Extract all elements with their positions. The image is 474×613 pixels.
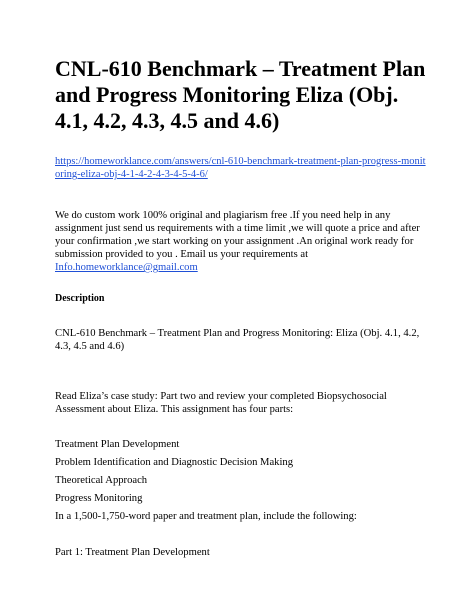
document-title: CNL-610 Benchmark – Treatment Plan and Progress Monitoring Eliza (Obj. 4.1, 4.2, 4.3, 4.5 and 4.6) (55, 56, 426, 133)
part-item-theoretical-approach: Theoretical Approach (55, 475, 148, 486)
source-url-link[interactable]: https://homeworklance.com/answers/cnl-610-benchmark-treatment-plan-progress-monitoring-eliza-obj-4-1-4-2-4-3-4-5-4-6/ (55, 156, 426, 180)
part-item-progress-monitoring: Progress Monitoring (55, 493, 143, 504)
description-heading: Description (55, 293, 105, 304)
part-item-problem-identification: Problem Identification and Diagnostic Decision Making (55, 457, 294, 468)
email-link[interactable]: Info.homeworklance@gmail.com (55, 262, 198, 273)
word-count-paragraph: In a 1,500-1,750-word paper and treatment plan, include the following: (55, 511, 357, 522)
part1-heading: Part 1: Treatment Plan Development (55, 547, 210, 558)
source-url (55, 155, 427, 181)
intro-text: We do custom work 100% original and plagiarism free .If you need help in any assignment just send us requirements with a time limit ,we will quote a price and after your confirmation ,we start working on your assignment .An original work ready for submission provided to you . Email us your requirements at (55, 210, 420, 260)
benchmark-paragraph: CNL-610 Benchmark – Treatment Plan and Progress Monitoring: Eliza (Obj. 4.1, 4.2, 4.3, 4.5 and 4.6) (55, 328, 420, 352)
case-study-paragraph: Read Eliza’s case study: Part two and review your completed Biopsychosocial Assessment about Eliza. This assignment has four parts: (55, 391, 387, 415)
part-item-treatment-plan: Treatment Plan Development (55, 439, 180, 450)
intro-paragraph (55, 209, 427, 274)
